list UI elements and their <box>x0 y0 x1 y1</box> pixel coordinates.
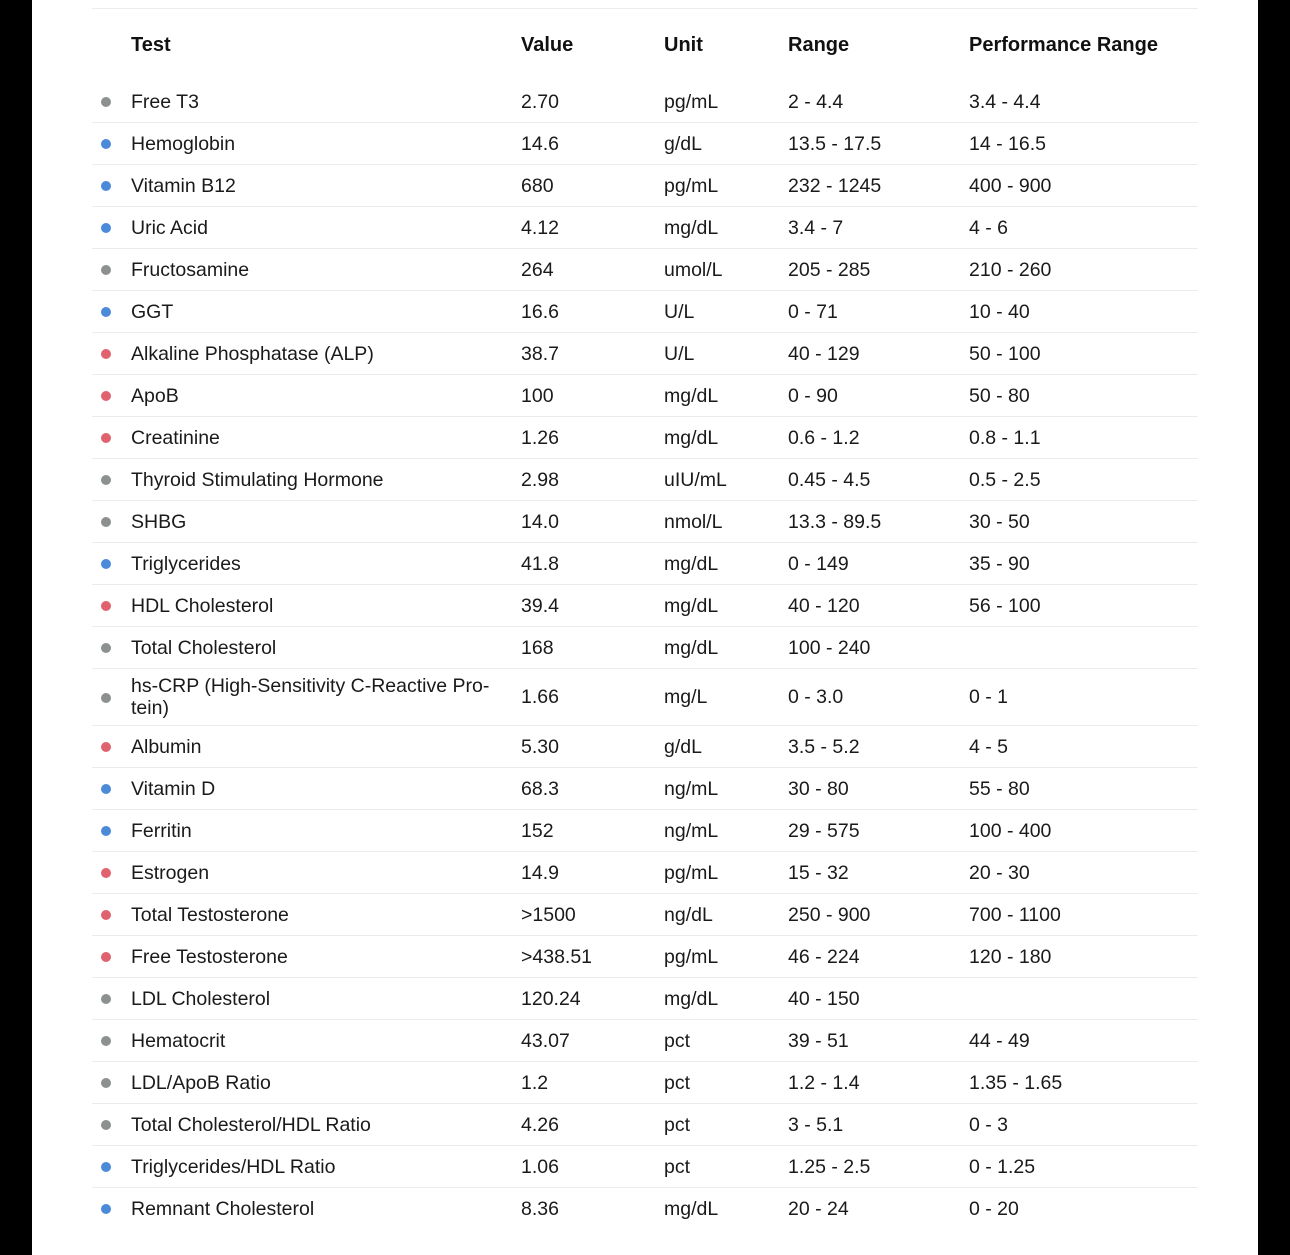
value-cell: 1.66 <box>521 669 664 726</box>
range-cell: 100 - 240 <box>788 627 969 669</box>
performance-range-cell <box>969 978 1198 1020</box>
unit-cell: pg/mL <box>664 81 788 123</box>
range-cell: 1.25 - 2.5 <box>788 1146 969 1188</box>
performance-range-cell: 100 - 400 <box>969 810 1198 852</box>
test-name-cell: Vitamin D <box>131 768 521 810</box>
table-row <box>92 810 1198 852</box>
value-cell: 1.06 <box>521 1146 664 1188</box>
range-cell: 13.5 - 17.5 <box>788 123 969 165</box>
value-cell: 68.3 <box>521 768 664 810</box>
status-cell <box>92 627 131 669</box>
value-cell: 168 <box>521 627 664 669</box>
performance-range-cell: 14 - 16.5 <box>969 123 1198 165</box>
unit-cell: mg/dL <box>664 1197 719 1220</box>
status-dot-icon <box>101 910 111 920</box>
value-cell: 680 <box>521 165 664 207</box>
table-row <box>92 852 1198 894</box>
test-name-cell: LDL Cholesterol <box>131 978 521 1020</box>
range-cell: 40 - 129 <box>788 333 969 375</box>
unit-cell: pct <box>664 1020 788 1062</box>
performance-range-cell: 30 - 50 <box>969 501 1198 543</box>
test-name-cell: Triglycerides <box>131 543 521 585</box>
range-cell: 250 - 900 <box>788 894 969 936</box>
report-page <box>32 0 1258 1255</box>
range-cell: 205 - 285 <box>788 249 969 291</box>
range-cell: 13.3 - 89.5 <box>788 501 969 543</box>
value-cell: 16.6 <box>521 291 664 333</box>
status-cell <box>92 978 131 1020</box>
table-row <box>92 333 1198 375</box>
table-row <box>92 501 1198 543</box>
unit-cell: ng/dL <box>664 894 788 936</box>
range-cell: 0 - 3.0 <box>788 669 969 726</box>
status-cell <box>92 768 131 810</box>
performance-range-cell <box>969 627 1198 669</box>
value-cell: 14.6 <box>521 123 664 165</box>
status-cell <box>92 1104 131 1146</box>
table-row <box>92 417 1198 459</box>
unit-cell: g/dL <box>664 123 788 165</box>
status-cell <box>92 207 131 249</box>
lab-results-table <box>92 9 1198 1229</box>
status-dot-icon <box>101 307 111 317</box>
table-row <box>92 1104 1198 1146</box>
status-dot-icon <box>101 868 111 878</box>
status-cell <box>92 417 131 459</box>
status-cell <box>92 810 131 852</box>
header-performance-range: Performance Range <box>969 33 1158 56</box>
status-cell <box>92 501 131 543</box>
performance-range-cell: 20 - 30 <box>969 852 1198 894</box>
status-dot-icon <box>101 517 111 527</box>
table-row <box>92 123 1198 165</box>
status-cell <box>92 1020 131 1062</box>
test-name-cell: Triglycerides/HDL Ratio <box>131 1146 521 1188</box>
table-row <box>92 669 1198 726</box>
value-cell: 38.7 <box>521 333 664 375</box>
range-cell: 40 - 150 <box>788 978 969 1020</box>
performance-range-cell: 120 - 180 <box>969 936 1198 978</box>
table-row <box>92 207 1198 249</box>
table-row <box>92 459 1198 501</box>
header-unit: Unit <box>664 33 703 56</box>
performance-range-cell: 4 - 5 <box>969 726 1198 768</box>
test-name-cell: Total Testosterone <box>131 894 521 936</box>
table-body <box>92 81 1198 1229</box>
unit-cell: umol/L <box>664 249 788 291</box>
status-dot-icon <box>101 265 111 275</box>
value-cell: 1.2 <box>521 1062 664 1104</box>
value-cell: 5.30 <box>521 726 664 768</box>
status-cell <box>92 936 131 978</box>
status-dot-icon <box>101 475 111 485</box>
unit-cell: pg/mL <box>664 852 788 894</box>
test-name-cell: hs-CRP (High-Sensitivity C-Reactive Pro-tein) <box>131 669 521 726</box>
test-name-cell: Albumin <box>131 726 521 768</box>
unit-cell: nmol/L <box>664 501 788 543</box>
table-row <box>92 1188 1198 1230</box>
test-name-cell: HDL Cholesterol <box>131 585 521 627</box>
range-cell: 20 - 24 <box>788 1197 849 1220</box>
unit-cell: mg/L <box>664 669 788 726</box>
performance-range-cell: 10 - 40 <box>969 291 1198 333</box>
test-name-cell: Total Cholesterol <box>131 627 521 669</box>
status-dot-icon <box>101 223 111 233</box>
value-cell: 43.07 <box>521 1020 664 1062</box>
range-cell: 30 - 80 <box>788 768 969 810</box>
performance-range-cell: 55 - 80 <box>969 768 1198 810</box>
status-dot-icon <box>101 693 111 703</box>
test-name-cell: Fructosamine <box>131 249 521 291</box>
table-row <box>92 375 1198 417</box>
test-name-cell: Estrogen <box>131 852 521 894</box>
table-row <box>92 249 1198 291</box>
status-cell <box>92 1188 131 1230</box>
range-cell: 1.2 - 1.4 <box>788 1062 969 1104</box>
status-dot-icon <box>101 391 111 401</box>
status-cell <box>92 123 131 165</box>
test-name-cell: SHBG <box>131 501 521 543</box>
status-dot-icon <box>101 349 111 359</box>
status-cell <box>92 291 131 333</box>
table-row <box>92 543 1198 585</box>
status-dot-icon <box>101 1120 111 1130</box>
table-row <box>92 894 1198 936</box>
status-cell <box>92 1146 131 1188</box>
unit-cell: ng/mL <box>664 768 788 810</box>
status-dot-icon <box>101 784 111 794</box>
status-cell <box>92 249 131 291</box>
lab-results-report <box>92 8 1198 1229</box>
status-cell <box>92 81 131 123</box>
test-name-cell: Alkaline Phosphatase (ALP) <box>131 333 521 375</box>
test-name-cell: Vitamin B12 <box>131 165 521 207</box>
performance-range-cell: 4 - 6 <box>969 207 1198 249</box>
performance-range-cell: 35 - 90 <box>969 543 1198 585</box>
header-range: Range <box>788 33 850 56</box>
test-name-cell: ApoB <box>131 375 521 417</box>
table-row <box>92 585 1198 627</box>
table-row <box>92 1062 1198 1104</box>
range-cell: 39 - 51 <box>788 1020 969 1062</box>
performance-range-cell: 0 - 3 <box>969 1104 1198 1146</box>
status-cell <box>92 894 131 936</box>
unit-cell: mg/dL <box>664 627 788 669</box>
value-cell: 100 <box>521 375 664 417</box>
status-dot-icon <box>101 97 111 107</box>
status-cell <box>92 165 131 207</box>
status-cell <box>92 375 131 417</box>
value-cell: 2.70 <box>521 81 664 123</box>
value-cell: 14.9 <box>521 852 664 894</box>
range-cell: 0 - 71 <box>788 291 969 333</box>
unit-cell: mg/dL <box>664 543 788 585</box>
status-dot-icon <box>101 994 111 1004</box>
test-name-cell: Creatinine <box>131 417 521 459</box>
unit-cell: mg/dL <box>664 978 788 1020</box>
unit-cell: mg/dL <box>664 417 788 459</box>
value-cell: 4.12 <box>521 207 664 249</box>
header-row <box>92 9 1198 81</box>
range-cell: 0 - 149 <box>788 543 969 585</box>
test-name-cell: LDL/ApoB Ratio <box>131 1062 521 1104</box>
status-dot-icon <box>101 742 111 752</box>
header-status <box>92 9 131 81</box>
value-cell: 120.24 <box>521 978 664 1020</box>
table-row <box>92 81 1198 123</box>
performance-range-cell: 400 - 900 <box>969 165 1198 207</box>
test-name-cell: GGT <box>131 291 521 333</box>
value-cell: >1500 <box>521 894 664 936</box>
status-dot-icon <box>101 1036 111 1046</box>
table-row <box>92 936 1198 978</box>
value-cell: 4.26 <box>521 1104 664 1146</box>
unit-cell: uIU/mL <box>664 459 788 501</box>
test-name-cell: Hematocrit <box>131 1020 521 1062</box>
table-row <box>92 1146 1198 1188</box>
range-cell: 40 - 120 <box>788 585 969 627</box>
value-cell: 152 <box>521 810 664 852</box>
performance-range-cell: 50 - 100 <box>969 333 1198 375</box>
range-cell: 0 - 90 <box>788 375 969 417</box>
unit-cell: pct <box>664 1146 788 1188</box>
status-dot-icon <box>101 433 111 443</box>
performance-range-cell: 210 - 260 <box>969 249 1198 291</box>
table-row <box>92 165 1198 207</box>
range-cell: 0.45 - 4.5 <box>788 459 969 501</box>
status-dot-icon <box>101 1162 111 1172</box>
unit-cell: pg/mL <box>664 936 788 978</box>
status-dot-icon <box>101 643 111 653</box>
performance-range-cell: 0.8 - 1.1 <box>969 417 1198 459</box>
range-cell: 2 - 4.4 <box>788 81 969 123</box>
status-dot-icon <box>101 181 111 191</box>
table-row <box>92 627 1198 669</box>
value-cell: 14.0 <box>521 501 664 543</box>
table-header <box>92 9 1198 81</box>
performance-range-cell: 56 - 100 <box>969 585 1198 627</box>
table-row <box>92 978 1198 1020</box>
test-name-cell: Ferritin <box>131 810 521 852</box>
status-dot-icon <box>101 1078 111 1088</box>
range-cell: 232 - 1245 <box>788 165 969 207</box>
performance-range-cell: 0.5 - 2.5 <box>969 459 1198 501</box>
unit-cell: ng/mL <box>664 810 788 852</box>
unit-cell: pct <box>664 1062 788 1104</box>
table-row <box>92 1020 1198 1062</box>
value-cell: 8.36 <box>521 1197 559 1220</box>
performance-range-cell: 1.35 - 1.65 <box>969 1062 1198 1104</box>
range-cell: 15 - 32 <box>788 852 969 894</box>
test-name-cell: Thyroid Stimulating Hormone <box>131 459 521 501</box>
value-cell: 264 <box>521 249 664 291</box>
status-dot-icon <box>101 601 111 611</box>
range-cell: 3.4 - 7 <box>788 207 969 249</box>
performance-range-cell: 50 - 80 <box>969 375 1198 417</box>
performance-range-cell: 700 - 1100 <box>969 894 1198 936</box>
range-cell: 29 - 575 <box>788 810 969 852</box>
table-row <box>92 291 1198 333</box>
performance-range-cell: 44 - 49 <box>969 1020 1198 1062</box>
unit-cell: mg/dL <box>664 375 788 417</box>
range-cell: 0.6 - 1.2 <box>788 417 969 459</box>
range-cell: 3 - 5.1 <box>788 1104 969 1146</box>
test-name-cell: Hemoglobin <box>131 123 521 165</box>
unit-cell: g/dL <box>664 726 788 768</box>
status-cell <box>92 852 131 894</box>
status-cell <box>92 1062 131 1104</box>
test-name-cell: Total Cholesterol/HDL Ratio <box>131 1104 521 1146</box>
header-test: Test <box>131 33 171 56</box>
table-row <box>92 726 1198 768</box>
status-cell <box>92 333 131 375</box>
test-name-cell: Remnant Cholesterol <box>131 1197 315 1220</box>
value-cell: 2.98 <box>521 459 664 501</box>
value-cell: >438.51 <box>521 936 664 978</box>
performance-range-cell: 3.4 - 4.4 <box>969 81 1198 123</box>
status-cell <box>92 669 131 726</box>
unit-cell: pg/mL <box>664 165 788 207</box>
header-value: Value <box>521 33 574 56</box>
unit-cell: U/L <box>664 291 788 333</box>
status-dot-icon <box>101 952 111 962</box>
value-cell: 1.26 <box>521 417 664 459</box>
value-cell: 39.4 <box>521 585 664 627</box>
status-dot-icon <box>101 1204 111 1214</box>
test-name-cell: Free Testosterone <box>131 936 521 978</box>
test-name-cell: Free T3 <box>131 81 521 123</box>
status-cell <box>92 543 131 585</box>
table-row <box>92 768 1198 810</box>
test-name-cell: Uric Acid <box>131 207 521 249</box>
status-cell <box>92 726 131 768</box>
unit-cell: mg/dL <box>664 207 788 249</box>
unit-cell: mg/dL <box>664 585 788 627</box>
performance-range-cell: 0 - 1.25 <box>969 1146 1198 1188</box>
value-cell: 41.8 <box>521 543 664 585</box>
performance-range-cell: 0 - 1 <box>969 669 1198 726</box>
performance-range-cell: 0 - 20 <box>969 1197 1019 1220</box>
range-cell: 46 - 224 <box>788 936 969 978</box>
unit-cell: U/L <box>664 333 788 375</box>
status-dot-icon <box>101 826 111 836</box>
status-cell <box>92 459 131 501</box>
unit-cell: pct <box>664 1104 788 1146</box>
range-cell: 3.5 - 5.2 <box>788 726 969 768</box>
status-cell <box>92 585 131 627</box>
status-dot-icon <box>101 559 111 569</box>
status-dot-icon <box>101 139 111 149</box>
